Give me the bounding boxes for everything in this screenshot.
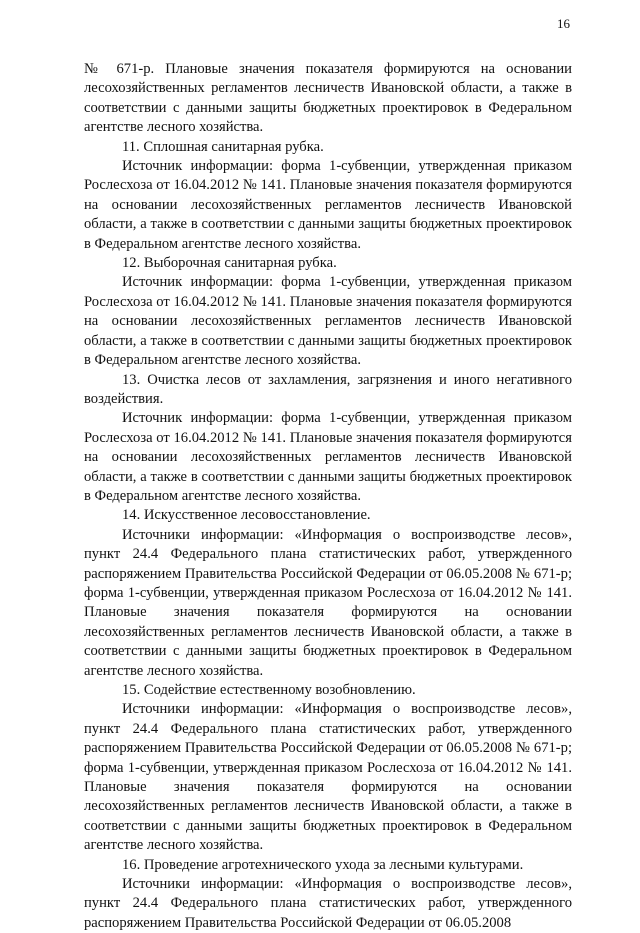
paragraph: Источник информации: форма 1-субвенции, утвержденная приказом Рослесхоза от 16.04.2012 № 141. Плановые значения показателя формируются на основании лесохозяйственных регламентов лесничеств Ивановской области, а также в соответствии с данными защиты бюджетных проектировок в Федеральном агентстве лесного хозяйства.	[84, 158, 572, 252]
paragraph: 13. Очистка лесов от захламления, загрязнения и иного негативного воздействия.	[84, 371, 572, 407]
paragraph: Источники информации: «Информация о воспроизводстве лесов», пункт 24.4 Федерального плана статистических работ, утвержденного распоряжением Правительства Российской Федерации от 06.05.2008 № 671-р; форма 1-субвенции, утвержденная приказом Рослесхоза от 16.04.2012 № 141. Плановые значения показателя формируются на основании лесохозяйственных регламентов лесничеств Ивановской области, а также в соответствии с данными защиты бюджетных проектировок в Федеральном агентстве лесного хозяйства.	[84, 526, 572, 679]
paragraph: 11. Сплошная санитарная рубка.	[122, 138, 324, 155]
paragraph: Источник информации: форма 1-субвенции, утвержденная приказом Рослесхоза от 16.04.2012 № 141. Плановые значения показателя формируются на основании лесохозяйственных регламентов лесничеств Ивановской области, а также в соответствии с данными защиты бюджетных проектировок в Федеральном агентстве лесного хозяйства.	[84, 410, 572, 504]
paragraph: Источник информации: форма 1-субвенции, утвержденная приказом Рослесхоза от 16.04.2012 № 141. Плановые значения показателя формируются на основании лесохозяйственных регламентов лесничеств Ивановской области, а также в соответствии с данными защиты бюджетных проектировок в Федеральном агентстве лесного хозяйства.	[84, 274, 572, 369]
document-body	[84, 60, 572, 933]
page-number: 16	[557, 16, 570, 31]
paragraph: Источники информации: «Информация о воспроизводстве лесов», пункт 24.4 Федерального плана статистических работ, утвержденного распоряжением Правительства Российской Федерации от 06.05.2008 № 671-р; форма 1-субвенции, утвержденная приказом Рослесхоза от 16.04.2012 № 141. Плановые значения показателя формируются на основании лесохозяйственных регламентов лесничеств Ивановской области, а также в соответствии с данными защиты бюджетных проектировок в Федеральном агентстве лесного хозяйства.	[84, 701, 572, 854]
paragraph: 14. Искусственное лесовосстановление.	[122, 507, 371, 524]
paragraph: 16. Проведение агротехнического ухода за лесными культурами.	[122, 856, 524, 873]
paragraph: Источники информации: «Информация о воспроизводстве лесов», пункт 24.4 Федерального плана статистических работ, утвержденного распоряжением Правительства Российской Федерации от 06.05.2008	[84, 876, 572, 931]
paragraph: № 671-р. Плановые значения показателя формируются на основании лесохозяйственных регламентов лесничеств Ивановской области, а также в соответствии с данными защиты бюджетных проектировок в Федеральном агентстве лесного хозяйства.	[84, 61, 572, 136]
paragraph: 15. Содействие естественному возобновлению.	[122, 682, 416, 698]
paragraph: 12. Выборочная санитарная рубка.	[122, 255, 337, 272]
